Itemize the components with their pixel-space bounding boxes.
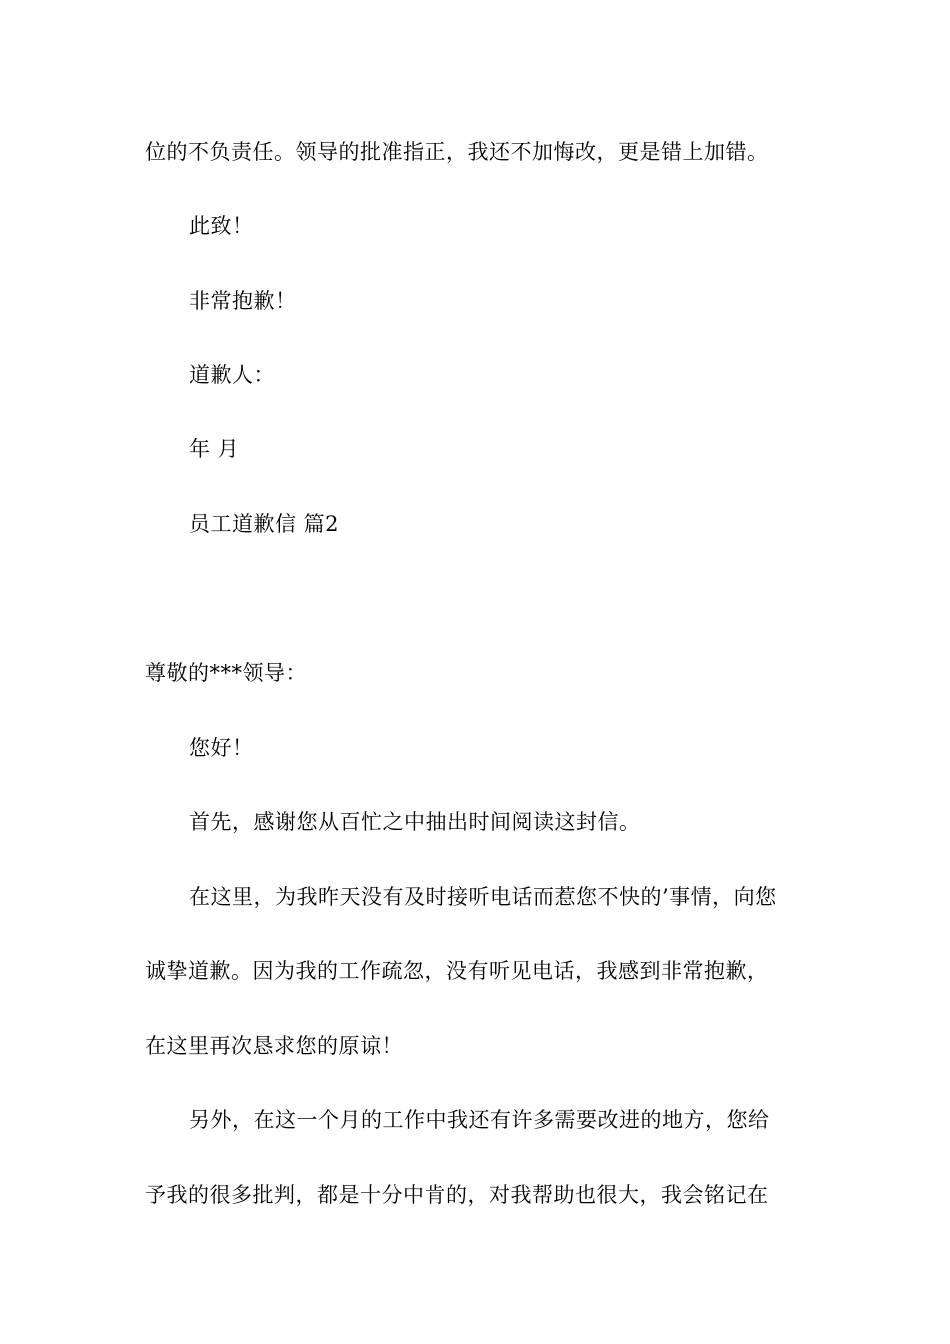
greeting: 尊敬的***领导： <box>145 661 307 685</box>
paragraph-line: 首先，感谢您从百忙之中抽出时间阅读这封信。 <box>189 810 641 834</box>
paragraph-line: 在这里再次恳求您的原谅！ <box>145 1034 403 1058</box>
closing-salutation: 此致！ <box>189 214 254 238</box>
section-title: 员工道歉信 篇2 <box>189 512 340 536</box>
hello-line: 您好！ <box>189 736 254 760</box>
paragraph-line: 予我的很多批判，都是十分中肯的，对我帮助也很大，我会铭记在 <box>145 1183 769 1207</box>
paragraph-line: 诚挚道歉。因为我的工作疏忽，没有听见电话，我感到非常抱歉， <box>145 959 769 983</box>
paragraph-line: 另外，在这一个月的工作中我还有许多需要改进的地方，您给 <box>189 1108 770 1132</box>
closing-apology: 非常抱歉！ <box>189 289 297 313</box>
signature-label: 道歉人： <box>189 363 275 387</box>
paragraph-line: 位的不负责任。领导的批准指正，我还不加悔改，更是错上加错。 <box>145 140 769 164</box>
paragraph-line: 在这里，为我昨天没有及时接听电话而惹您不快的’事情，向您 <box>189 885 777 909</box>
date-line: 年 月 <box>189 437 240 461</box>
